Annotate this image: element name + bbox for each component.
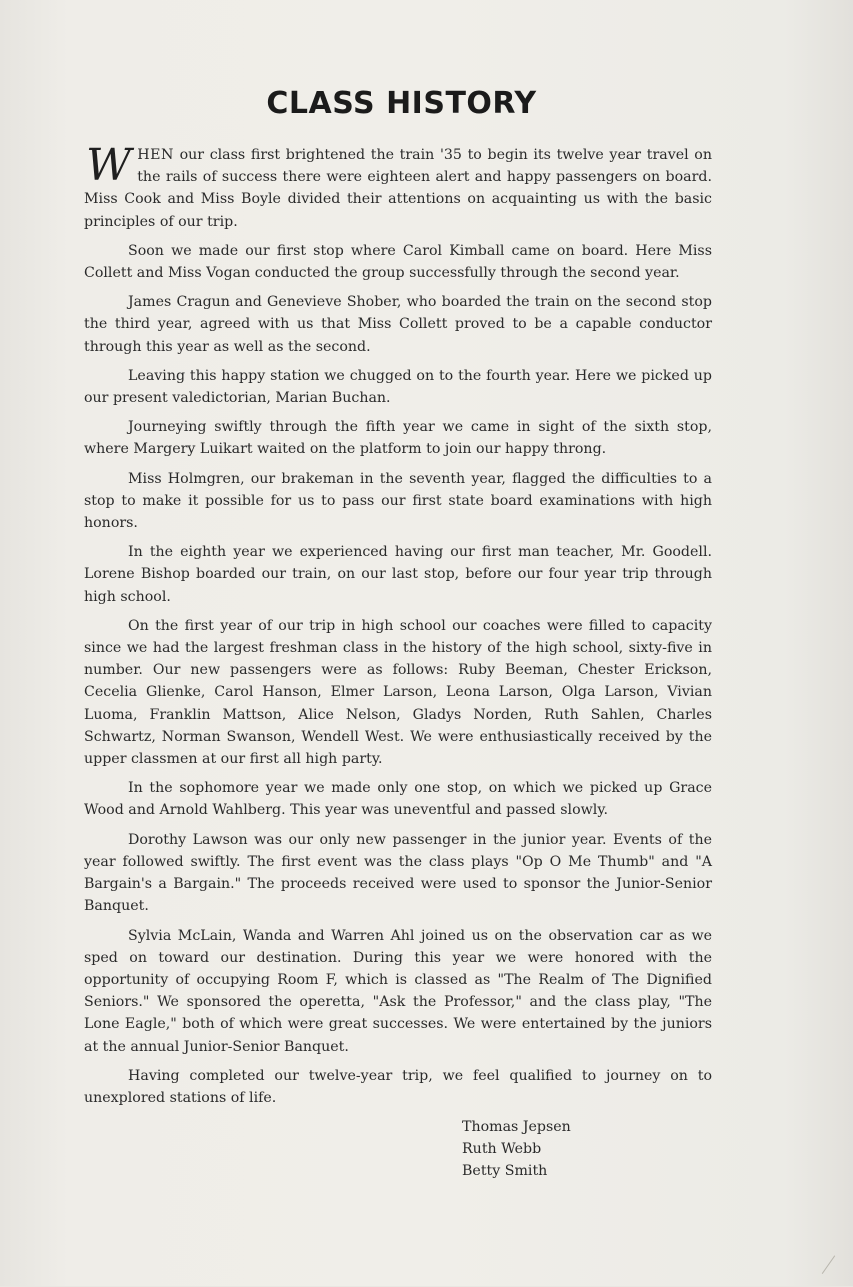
paragraph-4: Leaving this happy station we chugged on to the fourth year. Here we picked up our present valedictorian, Marian Buchan.	[84, 367, 712, 407]
page-title: CLASS HISTORY	[266, 86, 537, 121]
paragraph-8: On the first year of our trip in high school our coaches were filled to capacity since we had the largest freshman class in the history of the high school, sixty-five in number. Our new passengers were as follows: Ruby Beeman, Chester Erickson, Cecelia Glienke, Carol Hanson, Elmer Larson, Leona Larson, Olga Larson, Vivian Luoma, Franklin Mattson, Alice Nelson, Gladys Norden, Ruth Sahlen, Charles Schwartz, Norman Swanson, Wendell West. We were enthusiastically received by the upper classmen at our first all high party.	[84, 617, 712, 768]
paragraph-9: In the sophomore year we made only one stop, on which we picked up Grace Wood and Arnold Wahlberg. This year was uneventful and passed slowly.	[84, 780, 712, 819]
signature-name: Ruth Webb	[462, 1141, 542, 1158]
first-word-rest: HEN	[137, 147, 174, 163]
signature-block	[462, 1116, 571, 1183]
paragraph-7: In the eighth year we experienced having our first man teacher, Mr. Goodell. Lorene Bishop boarded our train, on our last stop, before our four year trip through high school.	[84, 544, 712, 605]
page-corner-mark	[822, 1255, 853, 1286]
paragraph-3: James Cragun and Genevieve Shober, who boarded the train on the second stop the third year, agreed with us that Miss Collett proved to be a capable conductor through this year as well as the second.	[84, 294, 712, 355]
paragraph-6: Miss Holmgren, our brakeman in the seventh year, flagged the difficulties to a stop to make it possible for us to pass our first state board examinations with high honors.	[84, 470, 712, 532]
paragraph-11: Sylvia McLain, Wanda and Warren Ahl joined us on the observation car as we sped on toward our destination. During this year we were honored with the opportunity of occupying Room F, which is classed as "The Realm of The Dignified Seniors." We sponsored the operetta, "Ask the Professor," and the class play, "The Lone Eagle," both of which were great successes. We were entertained by the juniors at the annual Junior-Senior Banquet.	[84, 927, 712, 1055]
paragraph-12: Having completed our twelve-year trip, we feel qualified to journey on to unexplored stations of life.	[84, 1067, 712, 1106]
paragraph-text: our class first brightened the train '35 to begin its twelve year travel on the rails of success there were eighteen alert and happy passengers on board. Miss Cook and Miss Boyle divided their attentions on acquainting us with the basic principles of our trip.	[84, 147, 712, 230]
paragraph-2: Soon we made our first stop where Carol Kimball came on board. Here Miss Collett and Miss Vogan conducted the group successfully through the second year.	[84, 242, 712, 282]
body-text	[84, 140, 712, 1116]
drop-cap: W	[86, 140, 132, 191]
signature-name: Thomas Jepsen	[462, 1119, 571, 1135]
paragraph-5: Journeying swiftly through the fifth year we came in sight of the sixth stop, where Margery Luikart waited on the platform to join our happy throng.	[84, 419, 712, 458]
paragraph-1	[84, 140, 712, 233]
paragraph-10: Dorothy Lawson was our only new passenger in the junior year. Events of the year followed swiftly. The first event was the class plays "Op O Me Thumb" and "A Bargain's a Bargain." The proceeds received were used to sponsor the Junior-Senior Banquet.	[84, 831, 712, 915]
signature-name: Betty Smith	[462, 1163, 548, 1180]
